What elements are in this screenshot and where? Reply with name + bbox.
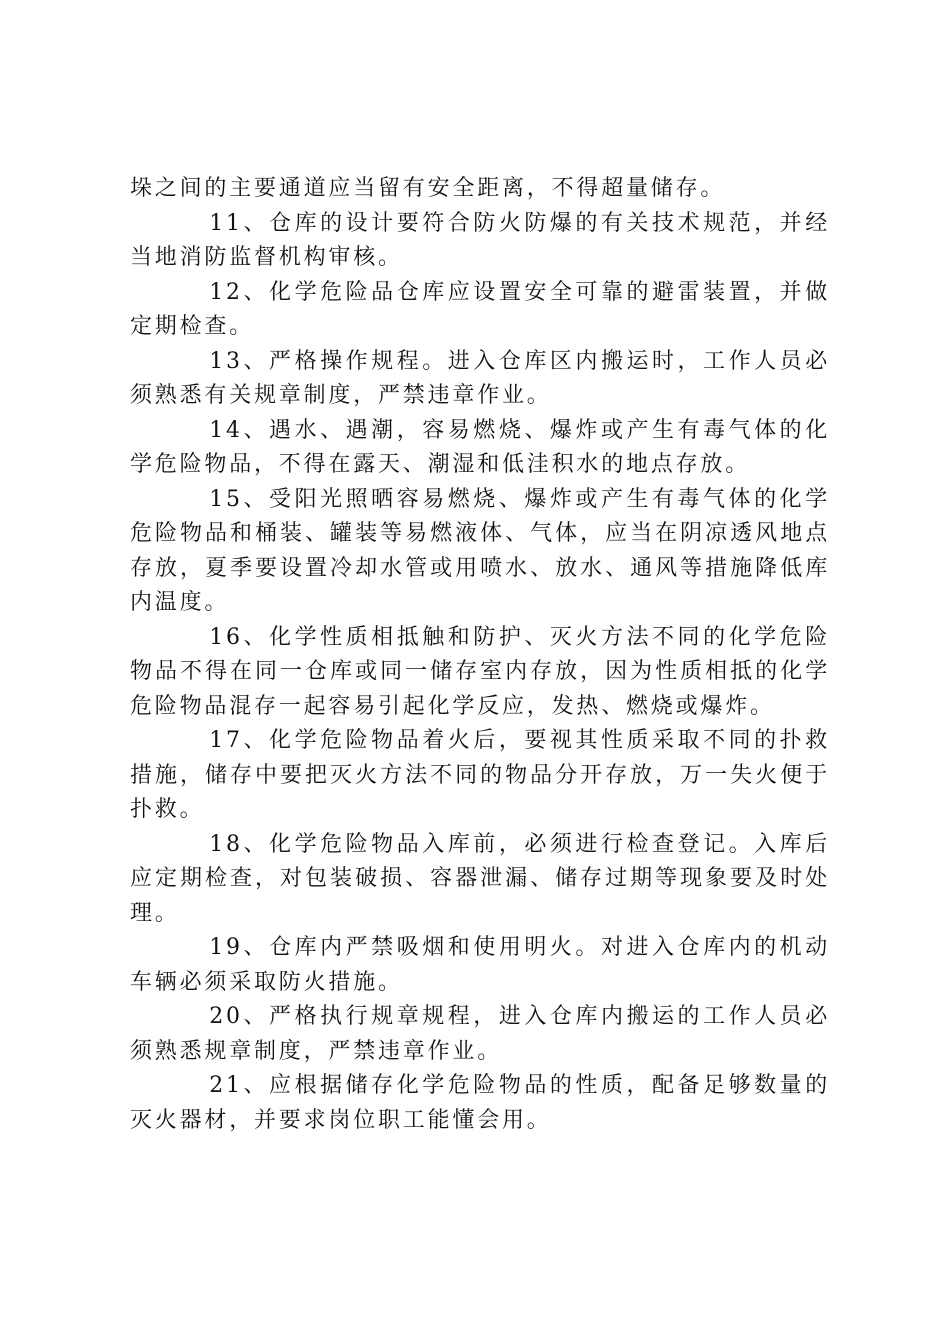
paragraph-item-16: 16、化学性质相抵触和防护、灭火方法不同的化学危险物品不得在同一仓库或同一储存室内存放，因为性质相抵的化学危险物品混存一起容易引起化学反应，发热、燃烧或爆炸。 (130, 624, 830, 719)
paragraph-item-21: 21、应根据储存化学危险物品的性质，配备足够数量的灭火器材，并要求岗位职工能懂会用。 (130, 1073, 830, 1133)
paragraph-item-17: 17、化学危险物品着火后，要视其性质采取不同的扑救措施，储存中要把灭火方法不同的物品分开存放，万一失火便于扑救。 (130, 728, 830, 822)
paragraph-item-13: 13、严格操作规程。进入仓库区内搬运时，工作人员必须熟悉有关规章制度，严禁违章作业。 (130, 348, 830, 408)
paragraph-item-15: 15、受阳光照晒容易燃烧、爆炸或产生有毒气体的化学危险物品和桶装、罐装等易燃液体、气体，应当在阴凉透风地点存放，夏季要设置冷却水管或用喷水、放水、通风等措施降低库内温度。 (130, 486, 830, 615)
paragraph-item-12: 12、化学危险品仓库应设置安全可靠的避雷装置，并做定期检查。 (130, 279, 830, 339)
paragraph-item-14: 14、遇水、遇潮，容易燃烧、爆炸或产生有毒气体的化学危险物品，不得在露天、潮湿和低洼积水的地点存放。 (130, 417, 830, 477)
paragraph-item-19: 19、仓库内严禁吸烟和使用明火。对进入仓库内的机动车辆必须采取防火措施。 (130, 935, 830, 995)
paragraph-item-11: 11、仓库的设计要符合防火防爆的有关技术规范，并经当地消防监督机构审核。 (130, 210, 830, 270)
document-body (130, 172, 830, 1138)
paragraph-continuation: 垛之间的主要通道应当留有安全距离，不得超量储存。 (130, 176, 726, 201)
paragraph-item-18: 18、化学危险物品入库前，必须进行检查登记。入库后应定期检查，对包装破损、容器泄漏、储存过期等现象要及时处理。 (130, 831, 830, 926)
paragraph-item-20: 20、严格执行规章规程，进入仓库内搬运的工作人员必须熟悉规章制度，严禁违章作业。 (130, 1004, 830, 1064)
